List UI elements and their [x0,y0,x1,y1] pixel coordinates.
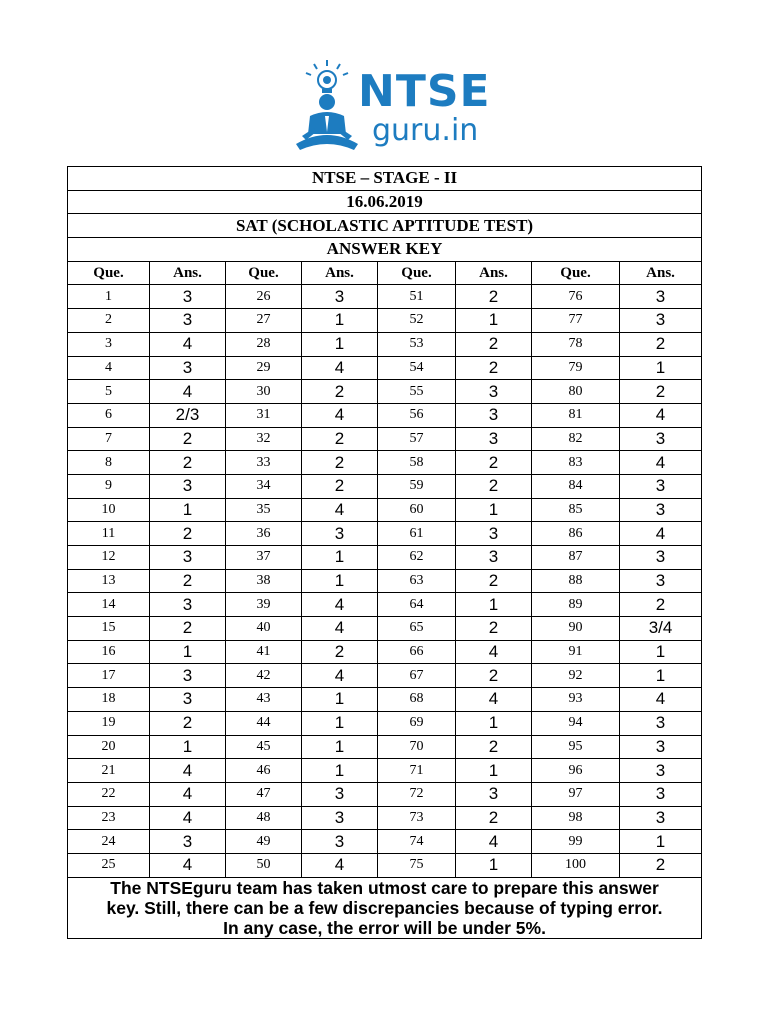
table-row [68,711,702,735]
question-number: 25 [68,853,150,877]
table-row [68,309,702,333]
answer-value: 2 [456,332,532,356]
table-row [68,593,702,617]
question-number: 21 [68,759,150,783]
question-number: 41 [226,640,302,664]
table-row [68,735,702,759]
answer-value: 3 [150,593,226,617]
answer-value: 2 [150,711,226,735]
answer-value: 2/3 [150,403,226,427]
table-row [68,546,702,570]
answer-value: 4 [456,830,532,854]
answer-value: 1 [456,498,532,522]
table-row [68,806,702,830]
question-number: 69 [378,711,456,735]
question-number: 37 [226,546,302,570]
answer-value: 3 [302,830,378,854]
col-header: Que. [532,261,620,285]
question-number: 86 [532,522,620,546]
answer-value: 1 [620,640,702,664]
answer-value: 4 [456,688,532,712]
exam-title: NTSE – STAGE - II [68,167,702,191]
question-number: 92 [532,664,620,688]
col-header: Ans. [302,261,378,285]
question-number: 11 [68,522,150,546]
answer-value: 3 [620,782,702,806]
answer-value: 2 [456,285,532,309]
question-number: 50 [226,853,302,877]
question-number: 24 [68,830,150,854]
answer-value: 2 [456,451,532,475]
question-number: 78 [532,332,620,356]
question-number: 74 [378,830,456,854]
answer-value: 2 [456,664,532,688]
question-number: 87 [532,546,620,570]
question-number: 53 [378,332,456,356]
question-number: 38 [226,569,302,593]
question-number: 81 [532,403,620,427]
answer-value: 1 [620,830,702,854]
question-number: 66 [378,640,456,664]
answer-value: 3 [620,806,702,830]
question-number: 40 [226,617,302,641]
question-number: 98 [532,806,620,830]
answer-value: 3 [302,285,378,309]
answer-value: 3 [620,474,702,498]
answer-value: 4 [150,332,226,356]
answer-value: 1 [302,735,378,759]
question-number: 7 [68,427,150,451]
answer-value: 1 [302,688,378,712]
table-row [68,332,702,356]
answer-value: 2 [150,617,226,641]
answer-value: 3 [620,735,702,759]
question-number: 43 [226,688,302,712]
answer-value: 4 [620,522,702,546]
question-number: 57 [378,427,456,451]
question-number: 32 [226,427,302,451]
answer-value: 4 [150,782,226,806]
answer-key-heading: ANSWER KEY [68,238,702,262]
question-number: 52 [378,309,456,333]
col-header: Ans. [456,261,532,285]
question-number: 77 [532,309,620,333]
question-number: 44 [226,711,302,735]
answer-value: 3 [150,474,226,498]
question-number: 85 [532,498,620,522]
answer-value: 1 [150,735,226,759]
column-header-row [68,261,702,285]
question-number: 96 [532,759,620,783]
question-number: 18 [68,688,150,712]
answer-value: 1 [150,640,226,664]
answer-value: 4 [302,664,378,688]
answer-value: 3 [302,782,378,806]
disclaimer-line: The NTSEguru team has taken utmost care to prepare this answer [110,877,659,898]
question-number: 22 [68,782,150,806]
question-number: 26 [226,285,302,309]
answer-value: 2 [302,451,378,475]
table-row [68,451,702,475]
answer-value: 3 [150,285,226,309]
col-header: Ans. [620,261,702,285]
answer-value: 1 [150,498,226,522]
answer-value: 4 [150,380,226,404]
table-row [68,356,702,380]
disclaimer-line: key. Still, there can be a few discrepancies because of typing error. [106,897,663,918]
question-number: 17 [68,664,150,688]
answer-value: 2 [150,522,226,546]
answer-key-table [67,166,702,939]
question-number: 4 [68,356,150,380]
answer-value: 2 [620,380,702,404]
question-number: 72 [378,782,456,806]
question-number: 8 [68,451,150,475]
question-number: 30 [226,380,302,404]
table-row [68,617,702,641]
question-number: 19 [68,711,150,735]
table-row [68,688,702,712]
question-number: 73 [378,806,456,830]
question-number: 48 [226,806,302,830]
question-number: 61 [378,522,456,546]
thinking-person-bulb-icon [292,58,362,158]
answer-value: 4 [620,403,702,427]
question-number: 14 [68,593,150,617]
question-number: 93 [532,688,620,712]
question-number: 29 [226,356,302,380]
question-number: 97 [532,782,620,806]
table-row [68,569,702,593]
question-number: 42 [226,664,302,688]
answer-value: 3 [456,782,532,806]
table-row [68,522,702,546]
question-number: 75 [378,853,456,877]
answer-value: 2 [456,806,532,830]
answer-value: 4 [302,617,378,641]
question-number: 71 [378,759,456,783]
question-number: 88 [532,569,620,593]
answer-value: 2 [302,474,378,498]
answer-value: 3 [150,546,226,570]
question-number: 80 [532,380,620,404]
answer-value: 3 [150,356,226,380]
table-row [68,474,702,498]
question-number: 95 [532,735,620,759]
question-number: 1 [68,285,150,309]
answer-value: 3 [620,498,702,522]
ntseguru-logo [292,58,492,158]
answer-value: 1 [456,853,532,877]
answer-value: 2 [456,617,532,641]
col-header: Que. [68,261,150,285]
question-number: 91 [532,640,620,664]
answer-value: 3 [620,427,702,451]
exam-date: 16.06.2019 [68,190,702,214]
answer-value: 1 [302,711,378,735]
answer-value: 4 [150,759,226,783]
answer-value: 3 [456,522,532,546]
test-name: SAT (SCHOLASTIC APTITUDE TEST) [68,214,702,238]
question-number: 33 [226,451,302,475]
table-row [68,853,702,877]
answer-value: 3 [302,522,378,546]
answer-value: 4 [456,640,532,664]
question-number: 100 [532,853,620,877]
answer-value: 3 [150,688,226,712]
answer-value: 2 [456,569,532,593]
question-number: 56 [378,403,456,427]
question-number: 27 [226,309,302,333]
question-number: 64 [378,593,456,617]
answer-value: 2 [302,380,378,404]
answer-value: 1 [302,546,378,570]
answer-value: 2 [302,427,378,451]
answer-value: 2 [150,451,226,475]
question-number: 65 [378,617,456,641]
question-number: 49 [226,830,302,854]
answer-value: 3 [150,830,226,854]
answer-value: 4 [150,806,226,830]
answer-value: 3 [620,285,702,309]
answer-value: 2 [456,356,532,380]
answer-value: 1 [302,332,378,356]
answer-value: 1 [456,309,532,333]
table-row [68,782,702,806]
answer-value: 2 [620,593,702,617]
answer-value: 4 [620,688,702,712]
answer-value: 3 [150,664,226,688]
answer-value: 2 [150,569,226,593]
answer-value: 3 [456,380,532,404]
table-row [68,380,702,404]
question-number: 90 [532,617,620,641]
question-number: 46 [226,759,302,783]
answer-value: 2 [302,640,378,664]
answer-value: 2 [620,853,702,877]
question-number: 62 [378,546,456,570]
answer-value: 2 [620,332,702,356]
answer-value: 4 [302,593,378,617]
question-number: 23 [68,806,150,830]
question-number: 39 [226,593,302,617]
question-number: 76 [532,285,620,309]
answer-value: 2 [456,735,532,759]
question-number: 83 [532,451,620,475]
question-number: 99 [532,830,620,854]
question-number: 15 [68,617,150,641]
question-number: 59 [378,474,456,498]
question-number: 94 [532,711,620,735]
answer-value: 1 [456,593,532,617]
question-number: 67 [378,664,456,688]
question-number: 60 [378,498,456,522]
answer-value: 4 [150,853,226,877]
answer-value: 4 [302,403,378,427]
table-row [68,498,702,522]
question-number: 58 [378,451,456,475]
answer-value: 3 [302,806,378,830]
answer-value: 3 [620,711,702,735]
question-number: 36 [226,522,302,546]
answer-value: 3 [620,569,702,593]
answer-value: 1 [456,711,532,735]
answer-value: 3 [620,309,702,333]
answer-value: 1 [620,356,702,380]
question-number: 28 [226,332,302,356]
col-header: Que. [378,261,456,285]
question-number: 55 [378,380,456,404]
logo-ntse-text: NTSE [358,66,491,117]
table-row [68,664,702,688]
question-number: 51 [378,285,456,309]
answer-value: 3 [620,546,702,570]
question-number: 6 [68,403,150,427]
answer-value: 4 [302,356,378,380]
answer-value: 4 [302,498,378,522]
question-number: 2 [68,309,150,333]
answer-value: 1 [620,664,702,688]
answer-value: 3/4 [620,617,702,641]
answer-value: 3 [620,759,702,783]
table-row [68,759,702,783]
answer-value: 1 [302,759,378,783]
table-row [68,640,702,664]
question-number: 13 [68,569,150,593]
answer-value: 3 [456,403,532,427]
table-row [68,427,702,451]
answer-value: 3 [456,427,532,451]
col-header: Que. [226,261,302,285]
question-number: 68 [378,688,456,712]
answer-value: 2 [150,427,226,451]
table-row [68,403,702,427]
answer-value: 2 [456,474,532,498]
question-number: 20 [68,735,150,759]
answer-value: 1 [302,569,378,593]
disclaimer-line: In any case, the error will be under 5%. [223,917,546,938]
question-number: 16 [68,640,150,664]
question-number: 84 [532,474,620,498]
answer-value: 4 [620,451,702,475]
question-number: 45 [226,735,302,759]
question-number: 63 [378,569,456,593]
question-number: 10 [68,498,150,522]
question-number: 79 [532,356,620,380]
answer-value: 4 [302,853,378,877]
answer-value: 1 [456,759,532,783]
disclaimer-note [68,877,702,938]
question-number: 31 [226,403,302,427]
question-number: 35 [226,498,302,522]
answer-value: 3 [150,309,226,333]
question-number: 54 [378,356,456,380]
question-number: 12 [68,546,150,570]
table-row [68,830,702,854]
answer-value: 3 [456,546,532,570]
question-number: 3 [68,332,150,356]
table-row [68,285,702,309]
question-number: 5 [68,380,150,404]
question-number: 34 [226,474,302,498]
question-number: 89 [532,593,620,617]
question-number: 82 [532,427,620,451]
logo-guru-text: guru.in [372,113,479,148]
question-number: 47 [226,782,302,806]
col-header: Ans. [150,261,226,285]
answer-value: 1 [302,309,378,333]
question-number: 9 [68,474,150,498]
question-number: 70 [378,735,456,759]
